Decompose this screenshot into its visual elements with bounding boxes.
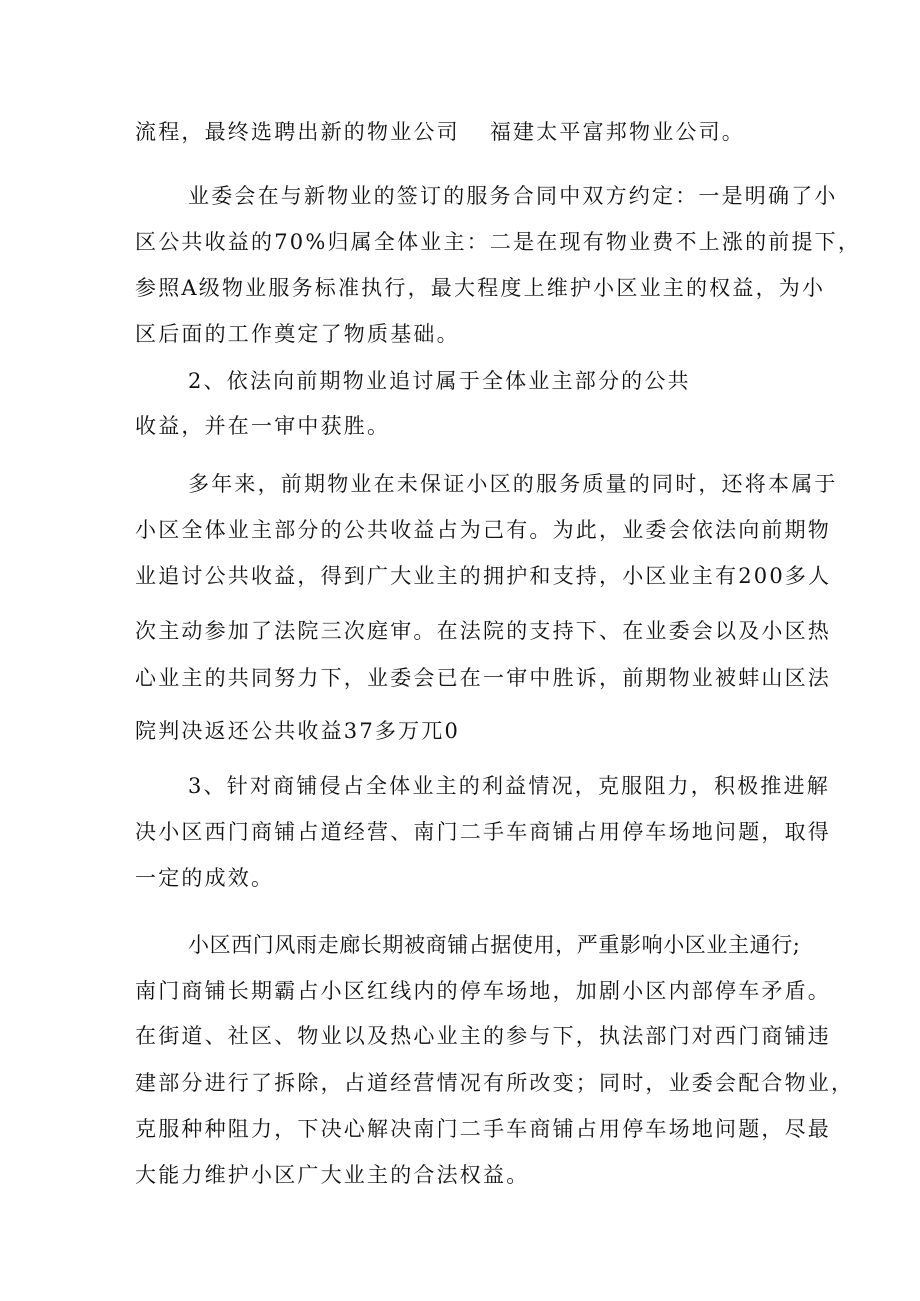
paragraph-4-line-3: 业追讨公共收益，得到广大业主的拥护和支持，小区业主有200多人 (135, 564, 832, 588)
paragraph-4-line-2: 小区全体业主部分的公共收益占为己有。为此，业委会依法向前期物 (135, 518, 831, 542)
section-3-heading-line-1: 3、针对商铺侵占全体业主的利益情况，克服阻力，积极推进解 (188, 774, 830, 798)
section-2-heading-line-1: 2、依法向前期物业追讨属于全体业主部分的公共 (188, 369, 691, 393)
paragraph-4-line-5: 心业主的共同努力下，业委会已在一审中胜诉，前期物业被蚌山区法 (135, 666, 831, 690)
section-3-heading-line-3: 一定的成效。 (135, 866, 275, 890)
paragraph-2-line-3: 参照A级物业服务标准执行，最大程度上维护小区业主的权益，为小 (135, 276, 826, 300)
paragraph-1-text-b: 福建太平富邦物业公司。 (489, 120, 746, 144)
paragraph-4-line-6: 院判决返还公共收益37多万兀0 (135, 719, 461, 743)
paragraph-6-line-2: 南门商铺长期霸占小区红线内的停车场地，加剧小区内部停车矛盾。 (135, 979, 831, 1003)
paragraph-6-line-4: 建部分进行了拆除，占道经营情况有所改变；同时，业委会配合物业， (135, 1071, 855, 1095)
paragraph-1-line-1 (135, 118, 795, 146)
paragraph-6-line-5: 克服种种阻力，下决心解决南门二手车商铺占用停车场地问题，尽最 (135, 1117, 831, 1141)
paragraph-6-line-6: 大能力维护小区广大业主的合法权益。 (135, 1163, 530, 1187)
paragraph-4-line-4: 次主动参加了法院三次庭审。在法院的支持下、在业委会以及小区热 (135, 619, 831, 643)
paragraph-2-line-2: 区公共收益的70%归属全体业主：二是在现有物业费不上涨的前提下， (135, 230, 862, 254)
section-3-heading-line-2: 决小区西门商铺占道经营、南门二手车商铺占用停车场地问题，取得 (135, 820, 831, 844)
paragraph-6-line-3: 在街道、社区、物业以及热心业主的参与下，执法部门对西门商铺违 (135, 1024, 831, 1048)
paragraph-1-text-a: 流程，最终选聘出新的物业公司 (135, 120, 460, 144)
paragraph-6-line-1: 小区西门风雨走廊长期被商铺占据使用，严重影响小区业主通行; (188, 933, 801, 957)
paragraph-2-line-1: 业委会在与新物业的签订的服务合同中双方约定：一是明确了小 (188, 184, 838, 208)
paragraph-2-line-4: 区后面的工作奠定了物质基础。 (135, 322, 460, 346)
paragraph-4-line-1: 多年来，前期物业在未保证小区的服务质量的同时，还将本属于 (188, 472, 838, 496)
section-2-heading-line-2: 收益，并在一审中获胜。 (135, 414, 391, 438)
